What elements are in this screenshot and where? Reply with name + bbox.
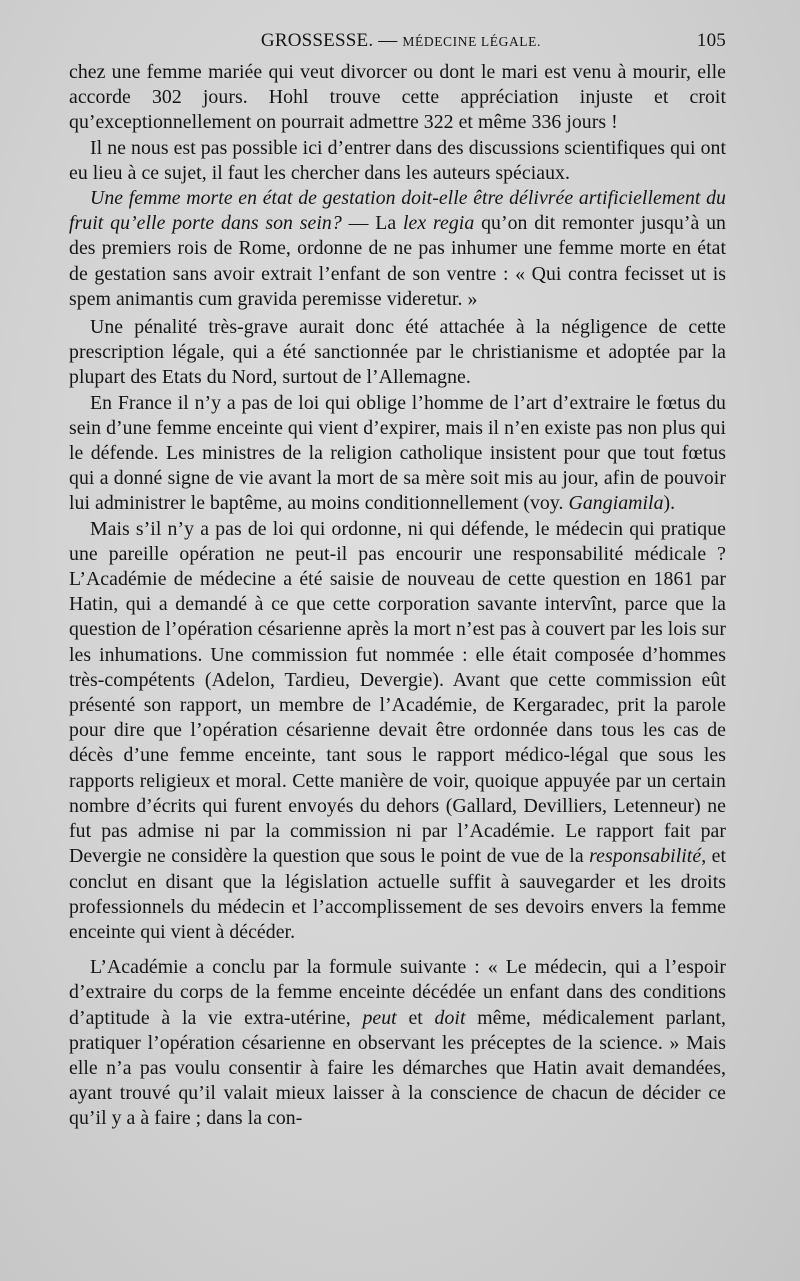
paragraph [69,517,726,945]
paragraph-text: qu’on dit remonter jusqu’à un des premiers rois de Rome, ordonne de ne pas inhumer une femme morte en état de gestation sans avoir extrait l’enfant de son ventre : « Qui contra fecisset ut is spem animantis cum gravida peremisse videretur. » [69,212,726,310]
paragraph [69,391,726,517]
emphasis-term: responsabilité [589,845,702,868]
emphasis-term: peut [362,1006,397,1029]
question-heading: Une femme morte en état de gestation doit-elle être délivrée artificiellement du fruit qu’elle porte dans son sein? [69,187,726,235]
paragraph-text: même, médicalement parlant, pratiquer l’opération césarienne en observant les préceptes de la science. » Mais elle n’a pas voulu consentir à faire les démarches que Hatin avait demandées, ayant trouvé qu’il valait mieux laisser à la conscience de chacun de décider ce qu’il y a à faire ; dans la con- [69,1006,726,1130]
paragraph-text: et [396,1006,435,1029]
paragraph [69,186,726,312]
running-title-sub: MÉDECINE LÉGALE. [402,34,541,49]
paragraph-continuation [69,60,726,136]
paragraph [69,955,726,1131]
page-number: 105 [696,30,726,51]
paragraph [69,136,726,186]
paragraph-text: En France il n’y a pas de loi qui oblige l’homme de l’art d’extraire le fœtus du sein d’une femme enceinte qui vient d’expirer, mais il n’en existe pas non plus qui le défende. Les ministres de la religion catholique insistent pour que tout fœtus qui a donné signe de vie avant la mort de sa mère soit mis au jour, afin de pouvoir lui administrer le baptême, au moins conditionnellement (voy. [69,391,726,515]
running-title-main: GROSSESSE. [260,30,374,51]
paragraph-text: — La [341,212,404,235]
paragraph-text: L’Académie a conclu par la formule suivante : « Le médecin, qui a l’espoir d’extraire du corps de la femme enceinte décédée un enfant dans des conditions d’aptitude à la vie extra-utérine, [69,956,726,1029]
emphasis-term: doit [434,1006,466,1029]
page-body [69,60,726,1132]
paragraph-text: , et conclut en disant que la législation actuelle suffit à sauvegarder et les droits professionnels du médecin et l’accomplissement de ses devoirs envers la femme enceinte qui vient à décéder. [69,845,727,943]
paragraph-text: chez une femme mariée qui veut divorcer ou dont le mari est venu à mourir, elle accorde 302 jours. Hohl trouve cette appréciation injuste et croit qu’exceptionnellement on pourrait admettre 322 et même 336 jours ! [69,61,726,134]
running-head [69,30,726,60]
paragraph-text: Une pénalité très-grave aurait donc été attachée à la négligence de cette prescription légale, qui a été sanctionnée par le christianisme et adoptée par la plupart des Etats du Nord, surtout de l’Allemagne. [69,316,726,389]
paragraph-text: Il ne nous est pas possible ici d’entrer dans des discussions scientifiques qui ont eu lieu à ce sujet, il faut les chercher dans les auteurs spéciaux. [69,136,726,184]
lex-regia-term: lex regia [403,212,475,235]
running-title-dash: — [373,30,403,51]
paragraph-text: ). [663,492,676,515]
paragraph-text: Mais s’il n’y a pas de loi qui ordonne, ni qui défende, le médecin qui pratique une pareille opération ne peut-il pas encourir une responsabilité médicale ? L’Académie de médecine a été saisie de nouveau de cette question en 1861 par Hatin, qui a demandé à ce que cette corporation savante intervînt, parce que la question de l’opération césarienne après la mort n’est pas à couvert par les lois sur les inhumations. Une commission fut nommée : elle était composée d’hommes très-compétents (Adelon, Tardieu, Devergie). Avant que cette commission eût présenté son rapport, un membre de l’Académie, de Kergaradec, prit la parole pour dire que l’opération césarienne devait être ordonnée dans tous les cas de décès d’une femme enceinte, tant sous le rapport médico-légal que sous les rapports religieux et moral. Cette manière de voir, quoique appuyée par un certain nombre d’écrits qui furent envoyés du dehors (Gallard, Devilliers, Letenneur) ne fut pas admise ni par la commission ni par l’Académie. Le rapport fait par Devergie ne considère la question que sous le point de vue de la [69,517,726,868]
running-title [69,30,697,52]
paragraph [69,315,726,391]
cross-reference-term: Gangiamila [568,492,664,515]
